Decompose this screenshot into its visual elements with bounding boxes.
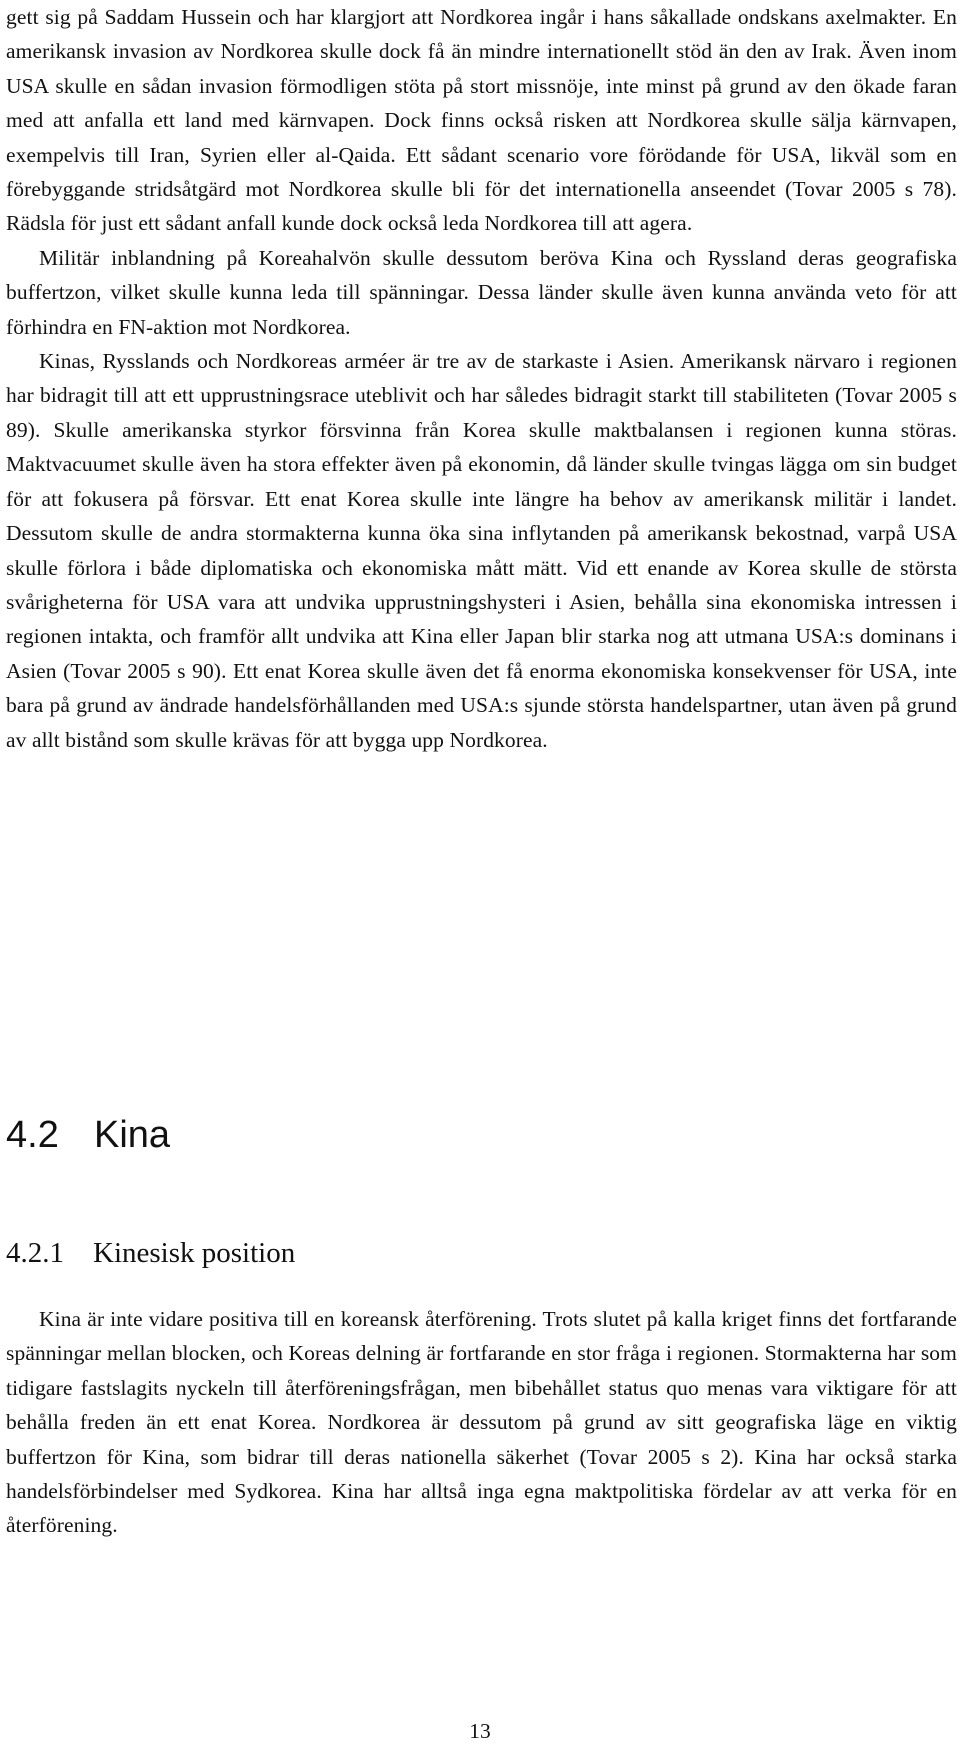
section-number: 4.2 [6,1114,59,1156]
section-heading [6,1110,170,1160]
subsection-heading [6,1233,295,1273]
document-page [6,0,957,757]
subsection-body [6,1302,957,1543]
subsection-paragraph: Kina är inte vidare positiva till en koreansk återförening. Trots slutet på kalla kriget finns det fortfarande spänningar mellan blocken, och Koreas delning är fortfarande en stor fråga i regionen. Stormakterna har som tidigare fastslagits nyckeln till återföreningsfrågan, men bibehållet status quo menas vara viktigare för att behålla freden än ett enat Korea. Nordkorea är dessutom på grund av sitt geografiska läge en viktig buffertzon för Kina, som bidrar till deras nationella säkerhet (Tovar 2005 s 2). Kina har också starka handelsförbindelser med Sydkorea. Kina har alltså inga egna maktpolitiska fördelar av att verka för en återförening. [6,1307,957,1538]
body-paragraph-2: Militär inblandning på Koreahalvön skulle dessutom beröva Kina och Ryssland deras geografiska buffertzon, vilket skulle kunna leda till spänningar. Dessa länder skulle även kunna använda veto för att förhindra en FN-aktion mot Nordkorea. [6,245,957,339]
section-title: Kina [94,1114,171,1156]
subsection-title: Kinesisk position [93,1237,296,1269]
page-number: 13 [469,1719,491,1743]
body-paragraph-3: Kinas, Rysslands och Nordkoreas arméer är tre av de starkaste i Asien. Amerikansk närvaro i regionen har bidragit till att ett upprustningsrace uteblivit och har således bidragit starkt till stabiliteten (Tovar 2005 s 89). Skulle amerikanska styrkor försvinna från Korea skulle maktbalansen i regionen kunna störas. Maktvacuumet skulle även ha stora effekter även på ekonomin, då länder skulle tvingas lägga om sin budget för att fokusera på försvar. Ett enat Korea skulle inte längre ha behov av amerikansk militär i landet. Dessutom skulle de andra stormakterna kunna öka sina inflytanden på amerikansk bekostnad, varpå USA skulle förlora i både diplomatiska och ekonomiska mått mätt. Vid ett enande av Korea skulle de största svårigheterna för USA vara att undvika upprustningshysteri i Asien, behålla sina ekonomiska intressen i regionen intakta, och framför allt undvika att Kina eller Japan blir starka nog att utmana USA:s dominans i Asien (Tovar 2005 s 90). Ett enat Korea skulle även det få enorma ekonomiska konsekvenser för USA, inte bara på grund av ändrade handelsförhållanden med USA:s sjunde största handelspartner, utan även på grund av allt bistånd som skulle krävas för att bygga upp Nordkorea. [6,349,957,752]
body-paragraph-1: gett sig på Saddam Hussein och har klargjort att Nordkorea ingår i hans såkallade ondskans axelmakter. En amerikansk invasion av Nordkorea skulle dock få än mindre internationellt stöd än den av Irak. Även inom USA skulle en sådan invasion förmodligen stöta på stort missnöje, inte minst på grund av den ökade faran med att anfalla ett land med kärnvapen. Dock finns också risken att Nordkorea skulle sälja kärnvapen, exempelvis till Iran, Syrien eller al-Qaida. Ett sådant scenario vore förödande för USA, likväl som en förebyggande stridsåtgärd mot Nordkorea skulle bli för det internationella anseendet (Tovar 2005 s 78). Rädsla för just ett sådant anfall kunde dock också leda Nordkorea till att agera. [6,5,957,236]
subsection-number: 4.2.1 [6,1237,64,1269]
